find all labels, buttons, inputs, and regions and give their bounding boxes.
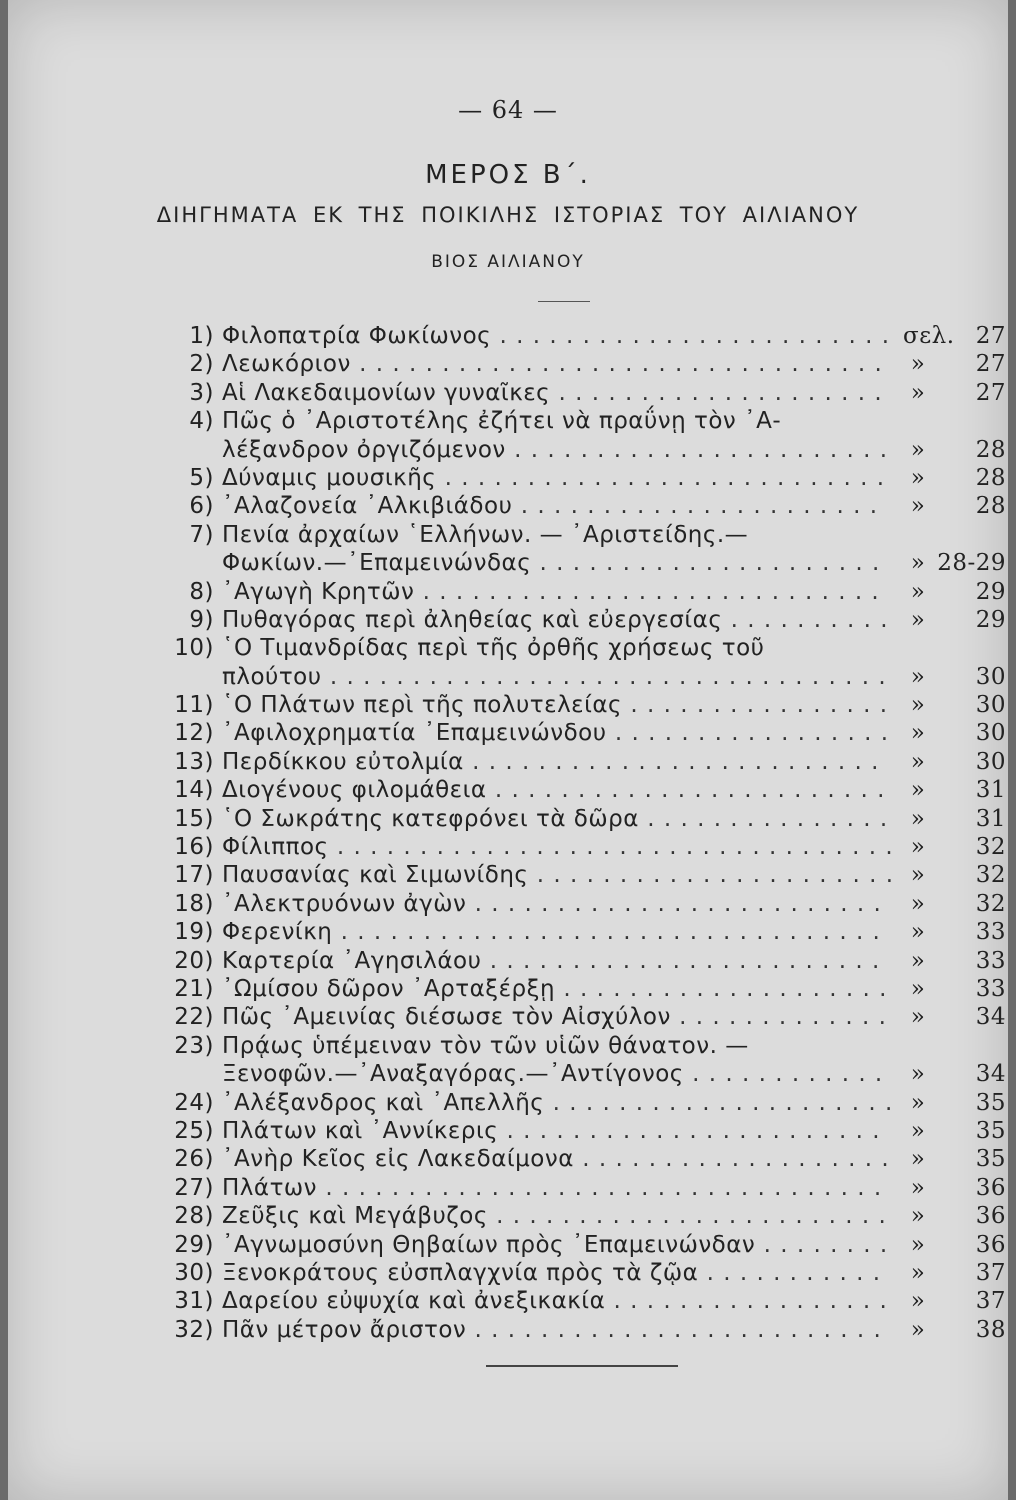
toc-entry bbox=[158, 719, 1006, 747]
dot-leader: . . . . . . . . . . . . . . . . . . . . . . . . . . . . . . . . . . bbox=[321, 663, 887, 690]
toc-entry-ditto-mark: » bbox=[910, 1146, 926, 1173]
toc-entry-page: 36 bbox=[975, 1174, 1006, 1201]
toc-entry-title: Δύναμις μουσικῆς . . . . . . . . . . . . . . . . . . . . . . . . . . . bbox=[222, 464, 886, 491]
dot-leader: . . . . . . . . . . . . . . . . . . . . bbox=[555, 975, 888, 1002]
toc-entry-page: 30 bbox=[975, 692, 1006, 719]
toc-entry-title: ῾Ο Σωκράτης κατεφρόνει τὰ δῶρα . . . . . . . . . . . . . . . bbox=[222, 805, 889, 832]
dot-leader: . . . . . . . . bbox=[755, 1231, 889, 1258]
dot-leader: . . . . . . . . . . . . . . . . . . . . . . . . . . . . . . . . . . bbox=[317, 1174, 883, 1201]
toc-entry-title: Διογένους φιλομάθεια . . . . . . . . . . . . . . . . . . . . . . . . bbox=[222, 777, 886, 804]
toc-entry-page: 32 bbox=[975, 890, 1006, 917]
toc-entry-title: Ζεῦξις καὶ Μεγάβυζος . . . . . . . . . . . . . . . . . . . . . . . . bbox=[222, 1203, 887, 1230]
toc-entry bbox=[158, 861, 1006, 889]
toc-entry-number: 10) bbox=[174, 635, 214, 662]
toc-entry-title: Ξενοφῶν.—᾿Αναξαγόρας.—᾿Αντίγονος . . . . . . . . . . . . bbox=[222, 1061, 884, 1088]
toc-entry-page: 30 bbox=[975, 748, 1006, 775]
toc-entry-number: 6) bbox=[189, 493, 214, 520]
toc-entry-ditto-mark: » bbox=[910, 1203, 926, 1230]
toc-entry-ditto-mark: » bbox=[910, 606, 926, 633]
toc-entry-ditto-mark: » bbox=[910, 550, 926, 577]
toc-entry bbox=[158, 1316, 1006, 1344]
toc-entry-number: 18) bbox=[174, 890, 214, 917]
toc-entry-page: 36 bbox=[975, 1231, 1006, 1258]
toc-entry-ditto-mark: » bbox=[910, 748, 926, 775]
toc-entry-ditto-mark: » bbox=[910, 379, 926, 406]
toc-entry-number: 7) bbox=[189, 521, 214, 548]
toc-entry bbox=[158, 606, 1006, 634]
toc-entry-page: 32 bbox=[975, 834, 1006, 861]
toc-entry-ditto-mark: » bbox=[910, 834, 926, 861]
toc-entry-number: 15) bbox=[174, 805, 214, 832]
toc-entry bbox=[158, 521, 1006, 549]
toc-entry-ditto-mark: » bbox=[910, 1174, 926, 1201]
toc-entry-title: ᾿Αλεκτρυόνων ἀγὼν . . . . . . . . . . . . . . . . . . . . . . . . . bbox=[222, 890, 882, 917]
toc-entry-number: 11) bbox=[174, 692, 214, 719]
toc-entry-title: Παυσανίας καὶ Σιμωνίδης . . . . . . . . . . . . . . . . . . . . . . bbox=[222, 862, 895, 889]
toc-entry-page: 32 bbox=[975, 862, 1006, 889]
toc-entry bbox=[158, 350, 1006, 378]
toc-entry-page: 34 bbox=[975, 1061, 1006, 1088]
toc-entry bbox=[158, 1202, 1006, 1230]
toc-entry-page: 33 bbox=[975, 975, 1006, 1002]
toc-entry bbox=[158, 1231, 1006, 1259]
toc-entry-number: 5) bbox=[189, 464, 214, 491]
toc-entry-title: Πλάτων . . . . . . . . . . . . . . . . . . . . . . . . . . . . . . . . . . bbox=[222, 1174, 883, 1201]
toc-entry-number: 8) bbox=[189, 578, 214, 605]
dot-leader: . . . . . . . . . . . . . . . . . . . . . . . . . . . . . . . . . bbox=[332, 919, 881, 946]
toc-entry-page: 31 bbox=[975, 805, 1006, 832]
toc-entry bbox=[158, 492, 1006, 520]
dot-leader: . . . . . . . . . . . . . bbox=[670, 1004, 887, 1031]
toc-entry bbox=[158, 748, 1006, 776]
dot-leader: . . . . . . . . . . . bbox=[698, 1259, 882, 1286]
subtitle: ΒΙΟΣ ΑΙΛΙΑΝΟΥ bbox=[431, 252, 585, 272]
dot-leader: . . . . . . . . . . . . . . . . . . . . . . bbox=[528, 862, 895, 889]
toc-entry-title: λέξανδρον ὀργιζόμενον . . . . . . . . . . . . . . . . . . . . . . . bbox=[222, 436, 889, 463]
dot-leader: . . . . . . . . . . . . . . . . . . . . . . . . bbox=[481, 947, 881, 974]
toc-entry-page: 37 bbox=[975, 1288, 1006, 1315]
toc-entry-ditto-mark: » bbox=[910, 890, 926, 917]
toc-entry-ditto-mark: » bbox=[910, 493, 926, 520]
book-page bbox=[8, 0, 1008, 1500]
section-title: ΔΙΗΓΗΜΑΤΑ ΕΚ ΤΗΣ ΠΟΙΚΙΛΗΣ ΙΣΤΟΡΙΑΣ ΤΟΥ ΑΙΛΙΑΝΟΥ bbox=[156, 203, 860, 227]
toc-entry-number: 14) bbox=[174, 777, 214, 804]
dot-leader: . . . . . . . . . . . . . . . bbox=[638, 805, 889, 832]
table-of-contents bbox=[158, 322, 1006, 1344]
toc-entry-title: Περδίκκου εὐτολμία . . . . . . . . . . . . . . . . . . . . . . . . . bbox=[222, 748, 880, 775]
toc-entry bbox=[158, 947, 1006, 975]
toc-entry-ditto-mark: » bbox=[910, 720, 926, 747]
toc-entry-number: 31) bbox=[174, 1288, 214, 1315]
toc-entry-ditto-mark: » bbox=[910, 436, 926, 463]
toc-entry bbox=[158, 975, 1006, 1003]
toc-entry-title: Φίλιππος . . . . . . . . . . . . . . . . . . . . . . . . . . . . . . . . . . bbox=[222, 834, 894, 861]
toc-entry-page: 29 bbox=[975, 578, 1006, 605]
toc-entry-number: 32) bbox=[174, 1316, 214, 1343]
toc-entry bbox=[158, 1117, 1006, 1145]
toc-entry-page: 27 bbox=[975, 379, 1006, 406]
dot-leader: . . . . . . . . . . . . . . . . . . . . . . . . bbox=[486, 777, 886, 804]
toc-entry-page: 28 bbox=[975, 493, 1006, 520]
part-title: ΜΕΡΟΣ Β΄. bbox=[425, 160, 591, 190]
toc-entry-number: 26) bbox=[174, 1146, 214, 1173]
toc-entry-number: 23) bbox=[174, 1032, 214, 1059]
toc-entry-number: 1) bbox=[189, 323, 214, 349]
toc-entry-page: 38 bbox=[975, 1316, 1006, 1343]
toc-entry bbox=[158, 1032, 1006, 1060]
toc-entry-page: 37 bbox=[975, 1259, 1006, 1286]
toc-entry bbox=[158, 634, 1006, 662]
toc-entry-page: 33 bbox=[975, 947, 1006, 974]
toc-entry-ditto-mark: » bbox=[910, 947, 926, 974]
toc-entry bbox=[158, 1089, 1006, 1117]
dot-leader: . . . . . . . . . . . . . . . . . bbox=[605, 1288, 888, 1315]
toc-entry-number: 9) bbox=[189, 606, 214, 633]
toc-entry-title: ᾿Ανὴρ Κεῖος εἰς Λακεδαίμονα . . . . . . . . . . . . . . . . . . . bbox=[222, 1146, 890, 1173]
toc-entry bbox=[158, 436, 1006, 464]
toc-entry bbox=[158, 578, 1006, 606]
toc-entry-number: 3) bbox=[189, 379, 214, 406]
dot-leader: . . . . . . . . . . . . . . . . . . . . . . . . . bbox=[463, 748, 880, 775]
toc-entry-title: Φερενίκη . . . . . . . . . . . . . . . . . . . . . . . . . . . . . . . . . bbox=[222, 919, 881, 946]
toc-entry-page: 35 bbox=[975, 1117, 1006, 1144]
toc-entry-number: 19) bbox=[174, 919, 214, 946]
toc-entry bbox=[158, 805, 1006, 833]
dot-leader: . . . . . . . . . . . . . . . . . . . . . . . . . . . . bbox=[414, 578, 880, 605]
toc-entry-ditto-mark: » bbox=[910, 919, 926, 946]
toc-entry-title: ᾿Αγωγὴ Κρητῶν . . . . . . . . . . . . . . . . . . . . . . . . . . . . bbox=[222, 578, 880, 605]
dot-leader: . . . . . . . . . . . . . . . . . . . . . . . . . . . bbox=[436, 464, 886, 491]
toc-entry-number: 24) bbox=[174, 1089, 214, 1116]
toc-entry bbox=[158, 918, 1006, 946]
toc-entry-number: 25) bbox=[174, 1117, 214, 1144]
toc-entry-number: 27) bbox=[174, 1174, 214, 1201]
dot-leader: . . . . . . . . . . . . . . . . . . . . . . bbox=[512, 493, 879, 520]
toc-entry-page: 30 bbox=[975, 720, 1006, 747]
toc-entry-title: Φιλοπατρία Φωκίωνος . . . . . . . . . . . . . . . . . . . . . . . . bbox=[222, 323, 891, 349]
toc-entry bbox=[158, 691, 1006, 719]
toc-entry-title: Πενία ἀρχαίων ῾Ελλήνων. — ᾿Αριστείδης.— bbox=[222, 521, 749, 548]
toc-entry-page: 35 bbox=[975, 1089, 1006, 1116]
dot-leader: . . . . . . . . . . . . . . . . bbox=[622, 692, 889, 719]
divider bbox=[486, 1365, 678, 1367]
dot-leader: . . . . . . . . . . . . bbox=[683, 1061, 884, 1088]
toc-entry bbox=[158, 407, 1006, 435]
dot-leader: . . . . . . . . . . . . . . . . . . . bbox=[573, 1146, 890, 1173]
toc-entry-title: ᾿Ωμίσου δῶρον ᾿Αρταξέρξῃ . . . . . . . . . . . . . . . . . . . . bbox=[222, 975, 888, 1002]
toc-entry-number: 12) bbox=[174, 720, 214, 747]
toc-entry bbox=[158, 464, 1006, 492]
toc-entry-ditto-mark: » bbox=[910, 1231, 926, 1258]
toc-entry bbox=[158, 890, 1006, 918]
toc-entry-ditto-mark: » bbox=[910, 805, 926, 832]
toc-entry-page: 35 bbox=[975, 1146, 1006, 1173]
toc-entry-number: 20) bbox=[174, 947, 214, 974]
toc-entry-page: 28 bbox=[975, 436, 1006, 463]
toc-entry-ditto-mark: » bbox=[910, 1117, 926, 1144]
toc-entry-title: Πῶς ᾿Αμεινίας διέσωσε τὸν Αἰσχύλον . . . . . . . . . . . . . bbox=[222, 1004, 887, 1031]
toc-entry-title: ῾Ο Πλάτων περὶ τῆς πολυτελείας . . . . . . . . . . . . . . . . bbox=[222, 692, 889, 719]
toc-entry-page: 28-29 bbox=[937, 550, 1006, 577]
toc-entry bbox=[158, 322, 1006, 350]
toc-entry-title: Καρτερία ᾿Αγησιλάου . . . . . . . . . . . . . . . . . . . . . . . . bbox=[222, 947, 881, 974]
toc-entry-ditto-mark: σελ. bbox=[903, 323, 955, 349]
toc-entry-page: 33 bbox=[975, 919, 1006, 946]
dot-leader: . . . . . . . . . . . . . . . . . bbox=[606, 720, 890, 747]
dot-leader: . . . . . . . . . . . . . . . . . . . . . . . . bbox=[491, 323, 891, 349]
toc-entry bbox=[158, 833, 1006, 861]
toc-entry-ditto-mark: » bbox=[910, 464, 926, 491]
toc-entry-number: 4) bbox=[189, 408, 214, 435]
toc-entry-title: ᾿Αλέξανδρος καὶ ᾿Απελλῆς . . . . . . . . . . . . . . . . . . . . . bbox=[222, 1089, 894, 1116]
toc-entry-title: Πρᾴως ὑπέμειναν τὸν τῶν υἱῶν θάνατον. — bbox=[222, 1032, 749, 1059]
toc-entry-ditto-mark: » bbox=[910, 975, 926, 1002]
toc-entry-ditto-mark: » bbox=[910, 578, 926, 605]
toc-entry bbox=[158, 1060, 1006, 1088]
toc-entry bbox=[158, 1003, 1006, 1031]
toc-entry-number: 28) bbox=[174, 1203, 214, 1230]
toc-entry-title: πλούτου . . . . . . . . . . . . . . . . . . . . . . . . . . . . . . . . . . bbox=[222, 663, 887, 690]
toc-entry-page: 30 bbox=[975, 663, 1006, 690]
toc-entry-number: 2) bbox=[189, 351, 214, 378]
toc-entry-page: 27 bbox=[975, 351, 1006, 378]
toc-entry-title: Πᾶν μέτρον ἄριστον . . . . . . . . . . . . . . . . . . . . . . . . . bbox=[222, 1316, 882, 1343]
toc-entry-number: 17) bbox=[174, 862, 214, 889]
toc-entry-title: Φωκίων.—᾿Επαμεινώνδας . . . . . . . . . . . . . . . . . . . . . bbox=[222, 550, 881, 577]
toc-entry-title: ᾿Αφιλοχρηματία ᾿Επαμεινώνδου . . . . . . . . . . . . . . . . . bbox=[222, 720, 890, 747]
toc-entry bbox=[158, 1287, 1006, 1315]
dot-leader: . . . . . . . . . . bbox=[722, 606, 889, 633]
toc-entry-page: 31 bbox=[975, 777, 1006, 804]
dot-leader: . . . . . . . . . . . . . . . . . . . . . . . . . . . . . . . . . . bbox=[328, 834, 894, 861]
dot-leader: . . . . . . . . . . . . . . . . . . . . . . . . . . . . . . . . bbox=[350, 351, 883, 378]
toc-entry-ditto-mark: » bbox=[910, 1316, 926, 1343]
toc-entry bbox=[158, 663, 1006, 691]
toc-entry-page: 36 bbox=[975, 1203, 1006, 1230]
toc-entry-ditto-mark: » bbox=[910, 692, 926, 719]
toc-entry-page: 29 bbox=[975, 606, 1006, 633]
toc-entry-number: 22) bbox=[174, 1004, 214, 1031]
toc-entry-number: 16) bbox=[174, 834, 214, 861]
toc-entry-ditto-mark: » bbox=[910, 1259, 926, 1286]
toc-entry bbox=[158, 1259, 1006, 1287]
toc-entry-page: 27 bbox=[975, 323, 1006, 349]
dot-leader: . . . . . . . . . . . . . . . . . . . . . . . bbox=[505, 436, 889, 463]
toc-entry-ditto-mark: » bbox=[910, 862, 926, 889]
toc-entry-number: 30) bbox=[174, 1259, 214, 1286]
toc-entry-title: Πυθαγόρας περὶ ἀληθείας καὶ εὐεργεσίας . . . . . . . . . . bbox=[222, 606, 889, 633]
toc-entry-ditto-mark: » bbox=[910, 663, 926, 690]
toc-entry-ditto-mark: » bbox=[910, 351, 926, 378]
toc-entry-page: 28 bbox=[975, 464, 1006, 491]
dot-leader: . . . . . . . . . . . . . . . . . . . . . . . bbox=[498, 1117, 881, 1144]
toc-entry-page: 34 bbox=[975, 1004, 1006, 1031]
toc-entry bbox=[158, 1145, 1006, 1173]
toc-entry-title: Λεωκόριον . . . . . . . . . . . . . . . . . . . . . . . . . . . . . . . . bbox=[222, 351, 883, 378]
toc-entry bbox=[158, 1174, 1006, 1202]
dot-leader: . . . . . . . . . . . . . . . . . . . . . bbox=[531, 550, 881, 577]
page-number: — 64 — bbox=[458, 96, 558, 124]
toc-entry-title: Πῶς ὁ ᾿Αριστοτέλης ἐζήτει νὰ πραΰνῃ τὸν ᾿Α- bbox=[222, 408, 782, 435]
dot-leader: . . . . . . . . . . . . . . . . . . . . . . . . bbox=[487, 1203, 887, 1230]
toc-entry-title: ᾿Αλαζονεία ᾿Αλκιβιάδου . . . . . . . . . . . . . . . . . . . . . . bbox=[222, 493, 879, 520]
toc-entry-number: 13) bbox=[174, 748, 214, 775]
toc-entry bbox=[158, 379, 1006, 407]
toc-entry bbox=[158, 549, 1006, 577]
toc-entry-title: ῾Ο Τιμανδρίδας περὶ τῆς ὀρθῆς χρήσεως τοῦ bbox=[222, 635, 765, 662]
dot-leader: . . . . . . . . . . . . . . . . . . . . bbox=[550, 379, 883, 406]
toc-entry-ditto-mark: » bbox=[910, 1004, 926, 1031]
toc-entry bbox=[158, 776, 1006, 804]
toc-entry-number: 29) bbox=[174, 1231, 214, 1258]
toc-entry-ditto-mark: » bbox=[910, 1288, 926, 1315]
dot-leader: . . . . . . . . . . . . . . . . . . . . . . . . . bbox=[466, 890, 882, 917]
divider bbox=[538, 301, 590, 302]
toc-entry-title: ᾿Αγνωμοσύνη Θηβαίων πρὸς ᾿Επαμεινώνδαν . . . . . . . . bbox=[222, 1231, 889, 1258]
toc-entry-ditto-mark: » bbox=[910, 777, 926, 804]
dot-leader: . . . . . . . . . . . . . . . . . . . . . bbox=[544, 1089, 894, 1116]
toc-entry-ditto-mark: » bbox=[910, 1089, 926, 1116]
toc-entry-ditto-mark: » bbox=[910, 1061, 926, 1088]
toc-entry-number: 21) bbox=[174, 975, 214, 1002]
toc-entry-title: Αἱ Λακεδαιμονίων γυναῖκες . . . . . . . . . . . . . . . . . . . . bbox=[222, 379, 883, 406]
toc-entry-title: Ξενοκράτους εὐσπλαγχνία πρὸς τὰ ζῷα . . . . . . . . . . . bbox=[222, 1259, 882, 1286]
toc-entry-title: Πλάτων καὶ ᾿Αννίκερις . . . . . . . . . . . . . . . . . . . . . . . bbox=[222, 1117, 881, 1144]
toc-entry-title: Δαρείου εὐψυχία καὶ ἀνεξικακία . . . . . . . . . . . . . . . . . bbox=[222, 1288, 888, 1315]
dot-leader: . . . . . . . . . . . . . . . . . . . . . . . . . bbox=[466, 1316, 882, 1343]
